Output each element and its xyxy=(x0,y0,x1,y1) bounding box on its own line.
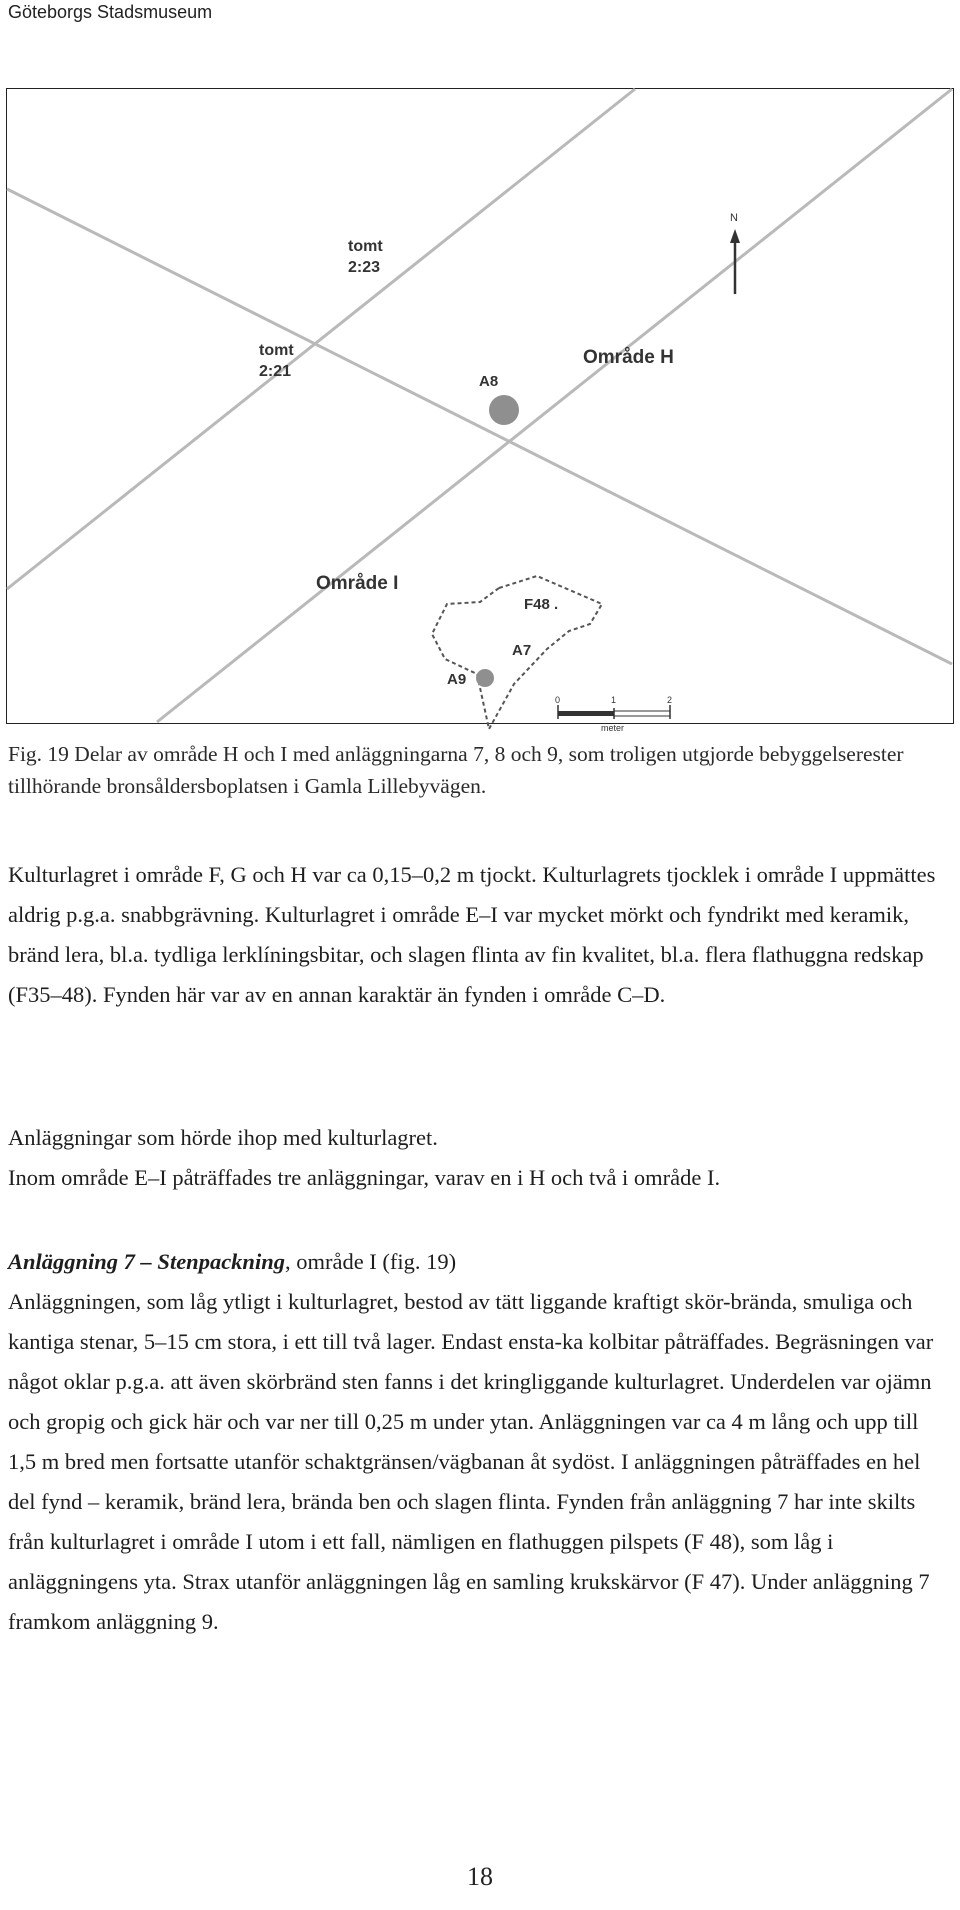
site-plan-figure xyxy=(6,88,954,733)
section-feature-7 xyxy=(8,1242,952,1642)
scale-tick-2: 2 xyxy=(667,695,673,705)
body-paragraph-features xyxy=(8,1118,952,1198)
boundary-line xyxy=(7,89,635,589)
feature-a8-marker xyxy=(489,395,519,425)
feature-a8-label: A8 xyxy=(479,373,499,390)
running-header: Göteborgs Stadsmuseum xyxy=(8,2,213,22)
lot-223-label-line1: tomt xyxy=(348,238,383,255)
section-heading-title: Anläggning 7 – Stenpackning xyxy=(8,1249,285,1274)
scale-bar xyxy=(558,705,670,719)
north-arrow-icon xyxy=(730,229,740,294)
find-f48-label: F48 . xyxy=(524,596,559,613)
scale-unit: meter xyxy=(601,723,625,733)
lot-223-label-line2: 2:23 xyxy=(348,259,381,276)
paragraph-line: Inom område E–I påträffades tre anläggningar, varav en i H och två i område I. xyxy=(8,1165,721,1190)
lot-221-label-line2: 2:21 xyxy=(259,363,292,380)
paragraph-text: Kulturlagret i område F, G och H var ca 0,15–0,2 m tjockt. Kulturlagrets tjocklek i område I uppmättes aldrig p.g.a. snabbgrävning. Kulturlagret i område E–I var mycket mörkt och fyndrikt med keramik, bränd lera, bl.a. tydliga lerklíningsbitar, och slagen flinta av fin kvalitet, bl.a. flera flathuggna redskap (F35–48). Fynden här var av en annan karaktär än fynden i område C–D. xyxy=(8,862,936,1007)
scale-tick-1: 1 xyxy=(611,695,617,705)
boundary-line xyxy=(7,189,952,664)
section-heading xyxy=(8,1242,952,1282)
boundary-line xyxy=(157,89,952,722)
north-label: N xyxy=(730,212,738,224)
section-heading-suffix: , område I (fig. 19) xyxy=(284,1249,457,1274)
area-i-label: Område I xyxy=(316,573,399,594)
section-body: Anläggningen, som låg ytligt i kulturlagret, bestod av tätt liggande kraftigt skör-brända, smuliga och kantiga stenar, 5–15 cm stora, i ett till två lager. Endast ensta-ka kolbitar påträffades. Begräsningen var något oklar p.g.a. att även skörbränd sten fanns i det kringliggande kulturlagret. Underdelen var ojämn och gropig och gick här och var ner till 0,25 m under ytan. Anläggningen var ca 4 m lång och upp till 1,5 m bred men fortsatte utanför schaktgränsen/vägbanan åt sydöst. I anläggningen påträffades en hel del fynd – keramik, bränd lera, brända ben och slagen flinta. Fynden från anläggning 7 har inte skilts från kulturlagret i område I utom i ett fall, nämligen en flathuggen pilspets (F 48), som låg i anläggningens yta. Strax utanför anläggningen låg en samling krukskärvor (F 47). Under anläggning 7 framkom anläggning 9. xyxy=(8,1289,934,1634)
lot-221-label-line1: tomt xyxy=(259,342,294,359)
page-number: 18 xyxy=(467,1862,493,1891)
feature-a9-marker xyxy=(476,669,494,687)
area-h-label: Område H xyxy=(583,347,674,368)
scale-tick-0: 0 xyxy=(555,695,561,705)
feature-a7-label: A7 xyxy=(512,642,532,659)
body-paragraph-culture-layer xyxy=(8,855,952,1015)
figure-caption: Fig. 19 Delar av område H och I med anläggningarna 7, 8 och 9, som troligen utgjorde bebyggelserester tillhörande bronsåldersboplatsen i Gamla Lillebyvägen. xyxy=(8,742,904,798)
paragraph-line: Anläggningar som hörde ihop med kulturlagret. xyxy=(8,1125,438,1150)
site-plan-map xyxy=(7,89,952,733)
feature-a9-label: A9 xyxy=(447,671,467,688)
